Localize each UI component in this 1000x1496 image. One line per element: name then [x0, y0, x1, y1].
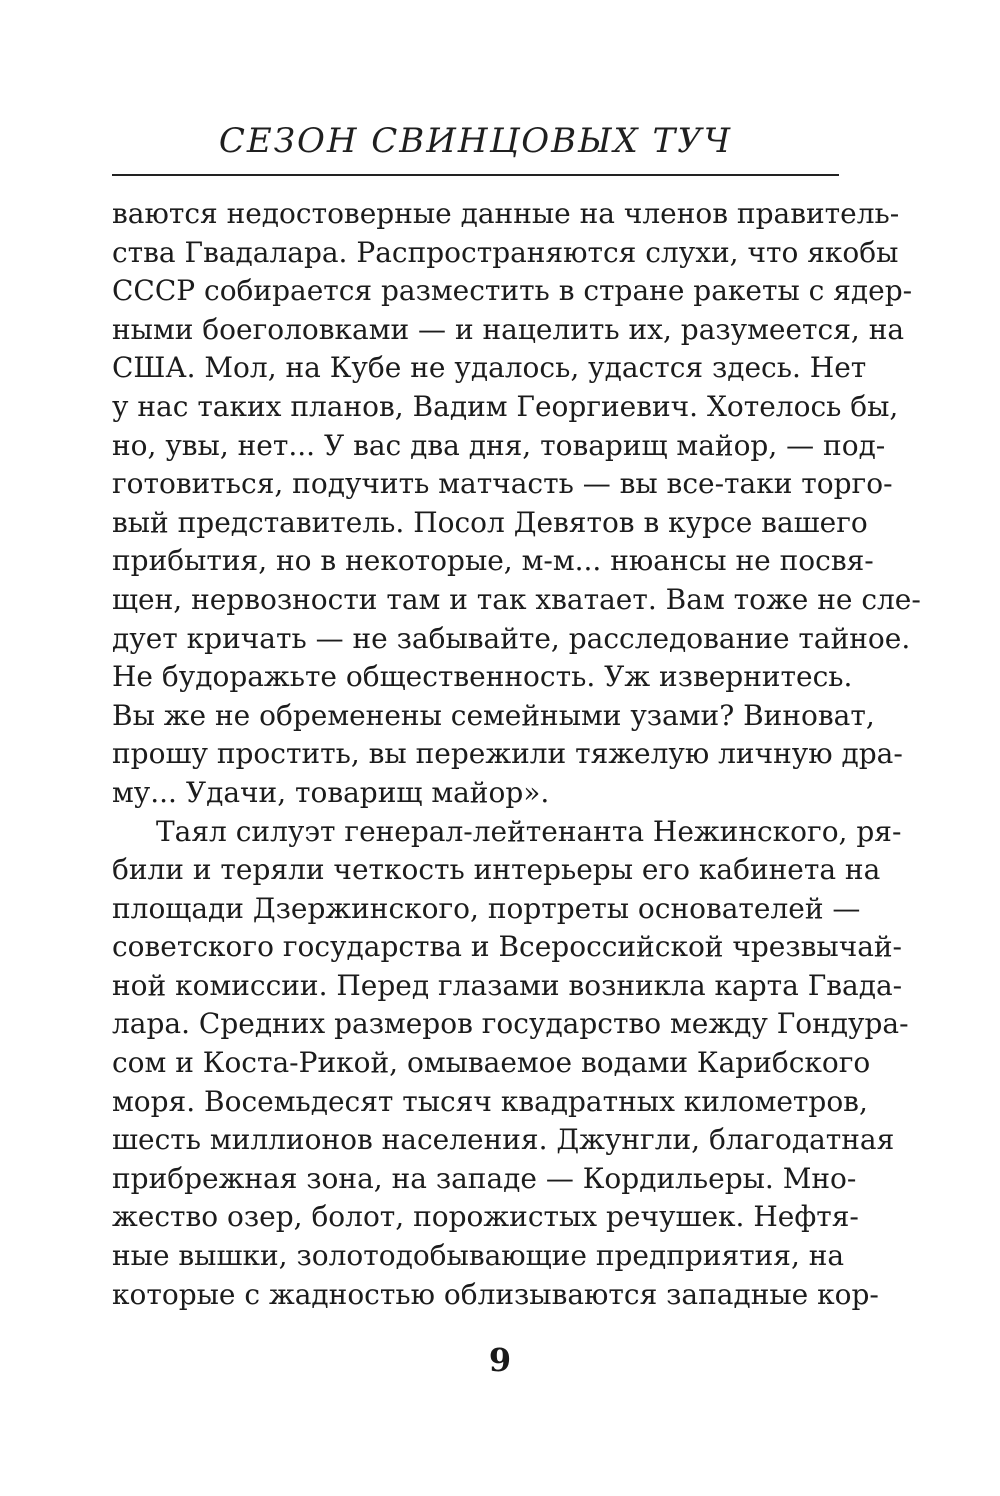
- paragraph-1: [112, 195, 921, 813]
- text-line: щен, нервозности там и так хватает. Вам тоже не сле-: [112, 582, 921, 616]
- text-line: ные вышки, золотодобывающие предприятия, на: [112, 1239, 845, 1273]
- text-line: готовиться, подучить матчасть — вы все-таки торго-: [112, 467, 893, 501]
- page-number: 9: [488, 1341, 512, 1379]
- text-line: прибрежная зона, на западе — Кордильеры. Мно-: [112, 1161, 857, 1195]
- text-line: дует кричать — не забывайте, расследование тайное.: [112, 621, 911, 655]
- text-line: США. Мол, на Кубе не удалось, удастся здесь. Нет: [112, 351, 867, 385]
- text-line: му... Удачи, товарищ майор».: [112, 775, 550, 809]
- text-line: но, увы, нет... У вас два дня, товарищ майор, — под-: [112, 428, 886, 462]
- text-line: били и теряли четкость интерьеры его кабинета на: [112, 853, 881, 887]
- text-line: Не будоражьте общественность. Уж извернитесь.: [112, 660, 853, 694]
- text-line: шесть миллионов населения. Джунгли, благодатная: [112, 1123, 895, 1157]
- header-divider: [112, 174, 839, 176]
- text-line: площади Дзержинского, портреты основателей —: [112, 891, 861, 925]
- text-line: ваются недостоверные данные на членов правитель-: [112, 197, 900, 230]
- paragraph-2: [112, 813, 909, 1315]
- text-line: Таял силуэт генерал-лейтенанта Нежинского, ря-: [156, 814, 902, 848]
- text-line: СССР собирается разместить в стране ракеты с ядер-: [112, 274, 913, 308]
- text-line: прошу простить, вы пережили тяжелую личную дра-: [112, 737, 903, 771]
- text-line: прибытия, но в некоторые, м-м... нюансы не посвя-: [112, 544, 874, 578]
- text-line: ной комиссии. Перед глазами возникла карта Гвада-: [112, 968, 903, 1002]
- text-line: моря. Восемьдесят тысяч квадратных километров,: [112, 1084, 868, 1118]
- running-header-title: СЕЗОН СВИНЦОВЫХ ТУЧ: [218, 121, 733, 161]
- text-line: сом и Коста-Рикой, омываемое водами Карибского: [112, 1046, 871, 1080]
- text-line: советского государства и Всероссийской чрезвычай-: [112, 930, 903, 964]
- text-line: Вы же не обременены семейными узами? Виноват,: [112, 698, 875, 732]
- body-text: [112, 195, 921, 1314]
- text-line: вый представитель. Посол Девятов в курсе вашего: [112, 505, 868, 539]
- text-line: жество озер, болот, порожистых речушек. Нефтя-: [112, 1200, 859, 1234]
- text-line: ства Гвадалара. Распространяются слухи, что якобы: [112, 235, 899, 269]
- text-line: у нас таких планов, Вадим Георгиевич. Хотелось бы,: [112, 389, 899, 423]
- text-line: ными боеголовками — и нацелить их, разумеется, на: [112, 312, 905, 346]
- text-line: лара. Средних размеров государство между Гондура-: [112, 1007, 909, 1041]
- text-line: которые с жадностью облизываются западные кор-: [112, 1277, 879, 1311]
